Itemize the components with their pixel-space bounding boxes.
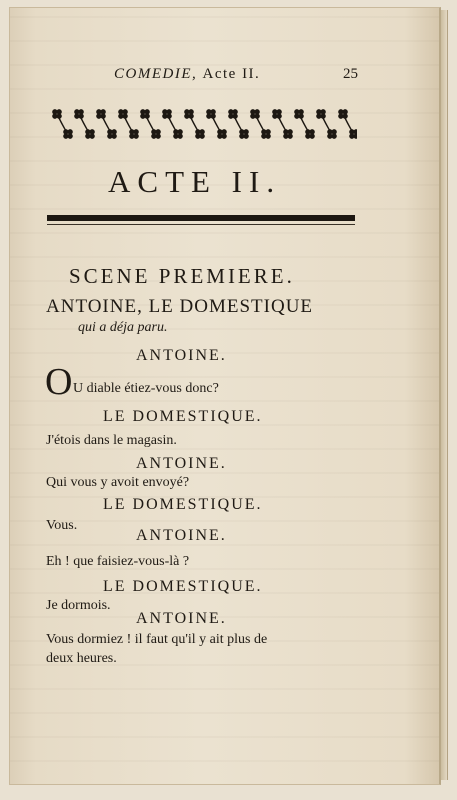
fleuron-motif xyxy=(170,126,186,142)
character-note: qui a déja paru. xyxy=(78,320,168,335)
speaker-label: ANTOINE. xyxy=(136,527,227,544)
act-title: ACTE II. xyxy=(108,164,282,199)
running-title: COMEDIE, xyxy=(114,66,198,82)
speaker-label: ANTOINE. xyxy=(136,610,227,627)
speaker-label: LE DOMESTIQUE. xyxy=(103,578,263,595)
drop-cap: O xyxy=(45,361,73,403)
fleuron-motif xyxy=(258,126,274,142)
fleuron-motif xyxy=(115,106,131,122)
page-number: 25 xyxy=(343,66,358,82)
fleuron-motif xyxy=(335,106,351,122)
fleuron-stem xyxy=(235,118,242,131)
thick-rule xyxy=(47,215,355,221)
fleuron-stem xyxy=(213,118,220,131)
fleuron-motif xyxy=(93,106,109,122)
fleuron-motif xyxy=(225,106,241,122)
fleuron-motif xyxy=(214,126,230,142)
fleuron-motif xyxy=(192,126,208,142)
fleuron-motif xyxy=(82,126,98,142)
fleuron-stem xyxy=(103,118,110,131)
dialogue-line: J'étois dans le magasin. xyxy=(46,433,177,448)
fleuron-motif xyxy=(280,126,296,142)
character-list: ANTOINE, LE DOMESTIQUE xyxy=(46,296,314,317)
fleuron-stem xyxy=(125,118,132,131)
fleuron-motif xyxy=(313,106,329,122)
speaker-label: ANTOINE. xyxy=(136,455,227,472)
fleuron-stem xyxy=(191,118,198,131)
fleuron-stem xyxy=(323,118,330,131)
fleuron-stem xyxy=(279,118,286,131)
fleuron-motif xyxy=(269,106,285,122)
dialogue-line: U diable étiez-vous donc? xyxy=(73,381,219,396)
dialogue-line: Vous. xyxy=(46,518,78,533)
fleuron-stem xyxy=(81,118,88,131)
fleuron-stem xyxy=(345,118,352,131)
fleuron-motif xyxy=(126,126,142,142)
fleuron-motif xyxy=(60,126,76,142)
dialogue-line: Qui vous y avoit envoyé? xyxy=(46,475,190,490)
speaker-label: LE DOMESTIQUE. xyxy=(103,408,263,425)
dialogue-line: Je dormois. xyxy=(46,598,111,613)
thin-rule xyxy=(47,224,355,225)
scene-title: SCENE PREMIERE. xyxy=(69,264,295,288)
fleuron-motif xyxy=(148,126,164,142)
running-act: Acte II. xyxy=(202,66,261,82)
fleuron-stem xyxy=(301,118,308,131)
fleuron-motif xyxy=(324,126,340,142)
dialogue-line: Eh ! que faisiez-vous-là ? xyxy=(46,554,190,569)
fleuron-stem xyxy=(257,118,264,131)
fleuron-motif xyxy=(49,106,65,122)
fleuron-stem xyxy=(147,118,154,131)
fleuron-motif xyxy=(291,106,307,122)
fleuron-motif xyxy=(71,106,87,122)
fleuron-motif xyxy=(236,126,252,142)
fleuron-motif xyxy=(302,126,318,142)
fleuron-stem xyxy=(169,118,176,131)
fleuron-band-icon xyxy=(47,104,357,144)
fleuron-motif xyxy=(104,126,120,142)
fleuron-motif xyxy=(203,106,219,122)
fleuron-motif xyxy=(159,106,175,122)
speaker-label: ANTOINE. xyxy=(136,347,227,364)
fleuron-motif xyxy=(137,106,153,122)
fleuron-motif xyxy=(181,106,197,122)
book-page xyxy=(9,7,441,785)
running-head xyxy=(114,66,260,83)
fleuron-motif xyxy=(346,126,357,142)
speaker-label: LE DOMESTIQUE. xyxy=(103,496,263,513)
dialogue-line-continued: deux heures. xyxy=(46,651,117,666)
fleuron-stem xyxy=(59,118,66,131)
fleuron-motif xyxy=(247,106,263,122)
dialogue-line: Vous dormiez ! il faut qu'il y ait plus de xyxy=(46,632,268,647)
